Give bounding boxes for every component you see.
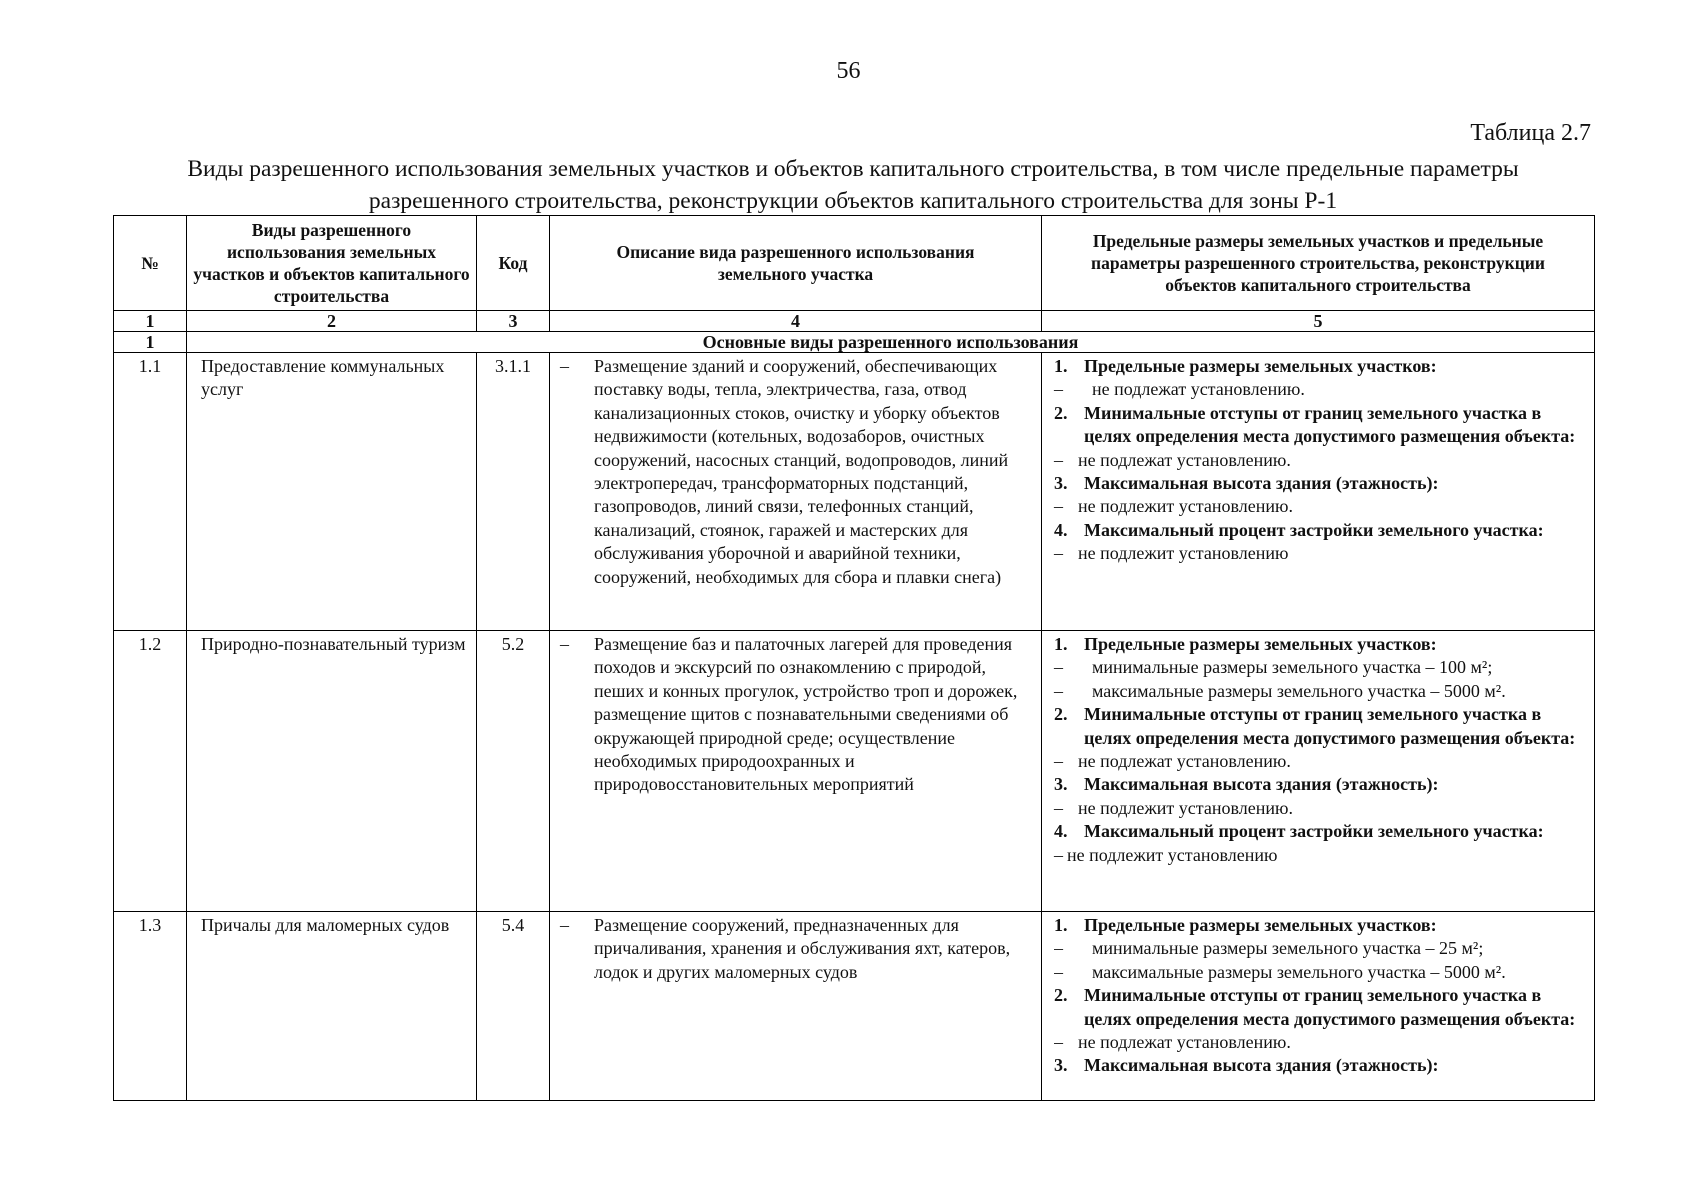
column-index: 4 xyxy=(550,311,1042,332)
limit-value: – не подлежит установлению xyxy=(1054,844,1278,865)
column-index: 3 xyxy=(477,311,550,332)
limit-value: – максимальные размеры земельного участка – 5000 м². xyxy=(1054,680,1506,701)
limit-heading: 3. Максимальная высота здания (этажность): xyxy=(1054,774,1439,795)
limit-value: – не подлежит установлению. xyxy=(1054,797,1293,818)
header-limits: Предельные размеры земельных участков и предельные параметры разрешенного строительства, реконструкции объектов капитального строительства xyxy=(1042,216,1595,311)
limit-value: – не подлежат установлению. xyxy=(1054,1032,1291,1053)
row-num: 1.2 xyxy=(114,631,187,912)
limit-value: – не подлежит установлению. xyxy=(1054,496,1293,517)
row-desc xyxy=(550,912,1042,1101)
limit-heading: 3. Максимальная высота здания (этажность): xyxy=(1054,473,1439,494)
table-row xyxy=(114,912,1595,1101)
limit-value: – не подлежит установлению xyxy=(1054,543,1289,564)
column-index: 2 xyxy=(187,311,477,332)
limit-value: – не подлежат установлению. xyxy=(1054,449,1291,470)
table-row xyxy=(114,631,1595,912)
dash-mark: – xyxy=(560,915,569,935)
row-name: Причалы для маломерных судов xyxy=(187,912,477,1101)
header-name: Виды разрешенного использования земельных участков и объектов капитального строительства xyxy=(187,216,477,311)
section-title: Основные виды разрешенного использования xyxy=(187,332,1595,353)
row-limits xyxy=(1042,912,1595,1101)
row-desc-text: Размещение сооружений, предназначенных для причаливания, хранения и обслуживания яхт, катеров, лодок и других маломерных судов xyxy=(594,915,1011,982)
limit-heading: 1. Предельные размеры земельных участков: xyxy=(1054,356,1437,376)
row-num: 1.3 xyxy=(114,912,187,1101)
column-index: 5 xyxy=(1042,311,1595,332)
zone-table xyxy=(113,215,1595,1101)
limit-heading: 1. Предельные размеры земельных участков: xyxy=(1054,634,1437,654)
row-code: 5.4 xyxy=(477,912,550,1101)
section-row xyxy=(114,332,1595,353)
limit-heading: 4. Максимальный процент застройки земельного участка: xyxy=(1054,821,1544,842)
limit-value: – не подлежат установлению. xyxy=(1054,379,1305,400)
limit-heading: 3. Максимальная высота здания (этажность): xyxy=(1054,1055,1439,1076)
row-desc-text: Размещение баз и палаточных лагерей для проведения походов и экскурсий по ознакомлению с природой, пеших и конных прогулок, устройство троп и дорожек, размещение щитов с познавательными сведениями об окружающей природной среде; осуществление необходимых природоохранных и природовосстановительных мероприятий xyxy=(594,634,1018,795)
dash-mark: – xyxy=(560,356,569,376)
limit-value: – не подлежат установлению. xyxy=(1054,751,1291,772)
row-code: 5.2 xyxy=(477,631,550,912)
header-desc: Описание вида разрешенного использования земельного участка xyxy=(550,216,1042,311)
row-desc xyxy=(550,631,1042,912)
header-code: Код xyxy=(477,216,550,311)
limit-heading: 2. Минимальные отступы от границ земельного участка в целях определения места допустимого размещения объекта: xyxy=(1054,704,1576,748)
limit-heading: 1. Предельные размеры земельных участков: xyxy=(1054,915,1437,935)
row-limits xyxy=(1042,353,1595,631)
header-num: № xyxy=(114,216,187,311)
page-number: 56 xyxy=(836,58,861,84)
table-row xyxy=(114,353,1595,631)
limit-value: – минимальные размеры земельного участка – 100 м²; xyxy=(1054,657,1493,678)
row-desc-text: Размещение зданий и сооружений, обеспечивающих поставку воды, тепла, электричества, газа, отвод канализационных стоков, очистку и уборку объектов недвижимости (котельных, водозаборов, очистных сооружений, насосных станций, водопроводов, линий электропередач, трансформаторных подстанций, газопроводов, линий связи, телефонных станций, канализаций, стоянок, гаражей и мастерских для обслуживания уборочной и аварийной техники, сооружений, необходимых для сбора и плавки снега) xyxy=(594,356,1009,587)
header-row xyxy=(114,216,1595,311)
dash-mark: – xyxy=(560,634,569,654)
row-name: Природно-познавательный туризм xyxy=(187,631,477,912)
table-title-line-2: разрешенного строительства, реконструкции объектов капитального строительства для зоны Р-1 xyxy=(368,188,1338,214)
table-title-line-1: Виды разрешенного использования земельных участков и объектов капитального строительства, в том числе предельные параметры xyxy=(187,156,1519,182)
column-index: 1 xyxy=(114,311,187,332)
row-desc xyxy=(550,353,1042,631)
limit-value: – минимальные размеры земельного участка – 25 м²; xyxy=(1054,938,1484,959)
row-code: 3.1.1 xyxy=(477,353,550,631)
row-num: 1.1 xyxy=(114,353,187,631)
limit-heading: 2. Минимальные отступы от границ земельного участка в целях определения места допустимого размещения объекта: xyxy=(1054,402,1576,447)
row-limits xyxy=(1042,631,1595,912)
column-index-row xyxy=(114,311,1595,332)
limit-value: – максимальные размеры земельного участка – 5000 м². xyxy=(1054,961,1506,982)
limit-heading: 2. Минимальные отступы от границ земельного участка в целях определения места допустимого размещения объекта: xyxy=(1054,985,1576,1029)
row-name: Предоставление коммунальных услуг xyxy=(187,353,477,631)
section-num: 1 xyxy=(114,332,187,353)
table-title xyxy=(113,153,1593,217)
limit-heading: 4. Максимальный процент застройки земельного участка: xyxy=(1054,519,1544,540)
table-label: Таблица 2.7 xyxy=(1470,120,1591,146)
